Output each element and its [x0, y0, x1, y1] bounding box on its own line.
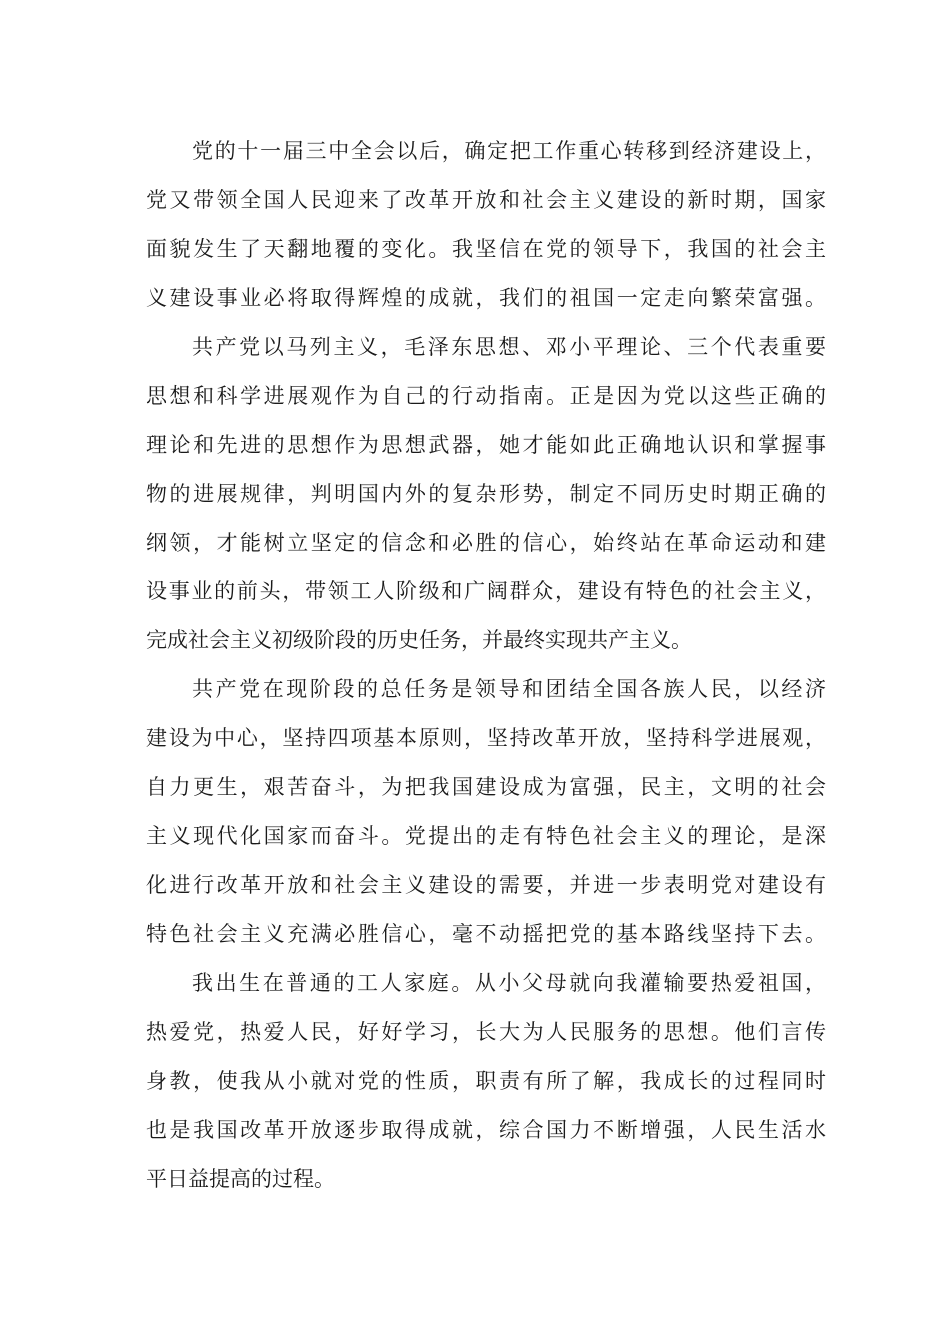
- text-line: 共产党在现阶段的总任务是领导和团结全国各族人民，以经济: [192, 677, 826, 702]
- text-line: 纲领，才能树立坚定的信念和必胜的信心，始终站在革命运动和建: [146, 530, 826, 555]
- text-line: 身教，使我从小就对党的性质，职责有所了解，我成长的过程同时: [146, 1068, 826, 1093]
- paragraph-4: [146, 959, 826, 1204]
- text-line: 面貌发生了天翻地覆的变化。我坚信在党的领导下，我国的社会主: [146, 236, 826, 261]
- text-line: 完成社会主义初级阶段的历史任务，并最终实现共产主义。: [146, 628, 692, 653]
- text-line: 思想和科学进展观作为自己的行动指南。正是因为党以这些正确的: [146, 383, 826, 408]
- document-body: [146, 127, 826, 1204]
- text-line: 平日益提高的过程。: [146, 1166, 335, 1191]
- paragraph-2: [146, 323, 826, 666]
- text-line: 物的进展规律，判明国内外的复杂形势，制定不同历史时期正确的: [146, 481, 826, 506]
- text-line: 我出生在普通的工人家庭。从小父母就向我灌输要热爱祖国，: [192, 970, 826, 995]
- text-line: 也是我国改革开放逐步取得成就，综合国力不断增强，人民生活水: [146, 1117, 826, 1142]
- text-line: 共产党以马列主义，毛泽东思想、邓小平理论、三个代表重要: [192, 334, 826, 359]
- text-line: 热爱党，热爱人民，好好学习，长大为人民服务的思想。他们言传: [146, 1019, 826, 1044]
- text-line: 党的十一届三中全会以后，确定把工作重心转移到经济建设上，: [192, 139, 826, 163]
- text-line: 化进行改革开放和社会主义建设的需要，并进一步表明党对建设有: [146, 873, 826, 898]
- text-line: 建设为中心，坚持四项基本原则，坚持改革开放，坚持科学进展观，: [146, 726, 826, 751]
- paragraph-3: [146, 665, 826, 959]
- text-line: 义建设事业必将取得辉煌的成就，我们的祖国一定走向繁荣富强。: [146, 285, 826, 310]
- text-line: 理论和先进的思想作为思想武器，她才能如此正确地认识和掌握事: [146, 432, 826, 457]
- text-line: 主义现代化国家而奋斗。党提出的走有特色社会主义的理论，是深: [146, 824, 826, 849]
- text-line: 自力更生，艰苦奋斗，为把我国建设成为富强，民主，文明的社会: [146, 775, 826, 800]
- text-line: 特色社会主义充满必胜信心，毫不动摇把党的基本路线坚持下去。: [146, 922, 826, 946]
- text-line: 党又带领全国人民迎来了改革开放和社会主义建设的新时期，国家: [146, 187, 826, 212]
- paragraph-1: [146, 127, 826, 323]
- text-line: 设事业的前头，带领工人阶级和广阔群众，建设有特色的社会主义，: [146, 579, 826, 604]
